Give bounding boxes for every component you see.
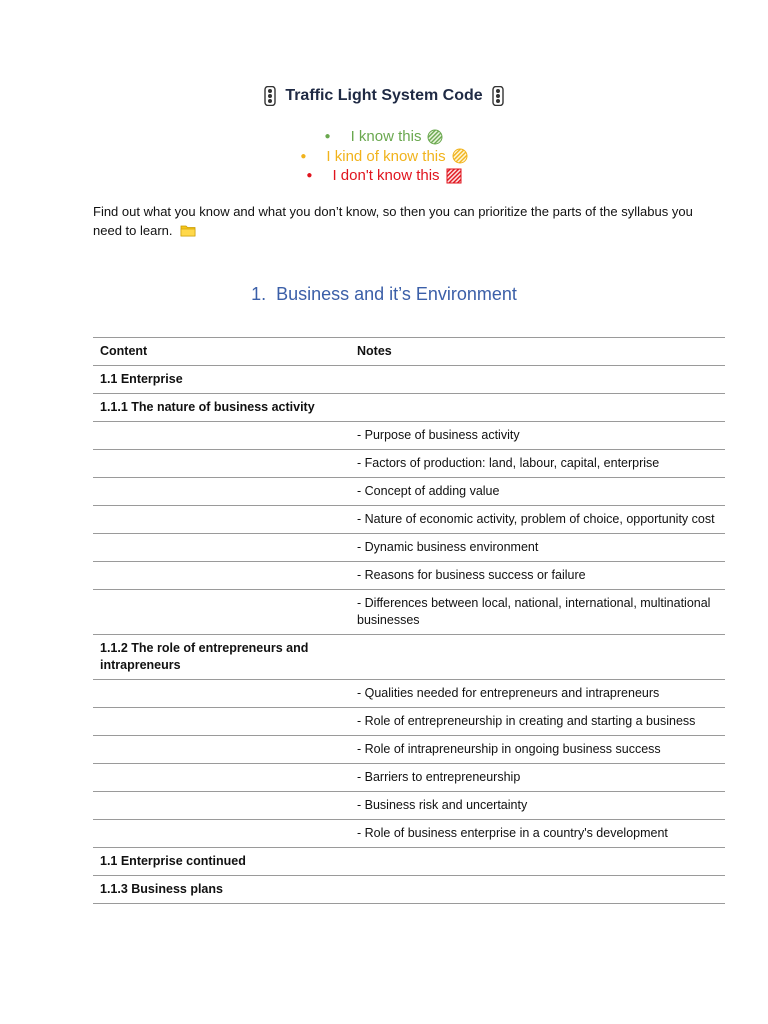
row-content: 1.1 Enterprise bbox=[93, 366, 350, 394]
table-row bbox=[93, 534, 725, 562]
syllabus-table bbox=[93, 337, 725, 904]
row-content bbox=[93, 534, 350, 562]
table-row bbox=[93, 680, 725, 708]
row-notes bbox=[350, 848, 725, 876]
table-row bbox=[93, 876, 725, 904]
row-notes: - Reasons for business success or failure bbox=[350, 562, 725, 590]
row-content bbox=[93, 820, 350, 848]
table-header-row bbox=[93, 338, 725, 366]
table-row bbox=[93, 848, 725, 876]
table-row bbox=[93, 635, 725, 680]
table-row bbox=[93, 478, 725, 506]
row-notes: - Factors of production: land, labour, capital, enterprise bbox=[350, 450, 725, 478]
table-row bbox=[93, 820, 725, 848]
legend-item-red bbox=[306, 166, 461, 186]
traffic-light-icon bbox=[491, 86, 505, 106]
row-content bbox=[93, 478, 350, 506]
row-notes: - Dynamic business environment bbox=[350, 534, 725, 562]
bullet-icon: ● bbox=[324, 131, 331, 143]
row-content: 1.1.1 The nature of business activity bbox=[93, 394, 350, 422]
row-content: 1.1.2 The role of entrepreneurs and intrapreneurs bbox=[93, 635, 350, 680]
table-row bbox=[93, 708, 725, 736]
title-text: Traffic Light System Code bbox=[285, 87, 483, 104]
header-content: Content bbox=[93, 338, 350, 366]
section-number: 1. bbox=[251, 284, 267, 304]
table-row bbox=[93, 506, 725, 534]
table-row bbox=[93, 366, 725, 394]
table-row bbox=[93, 562, 725, 590]
legend-label: I know this bbox=[350, 128, 422, 146]
legend-item-yellow bbox=[300, 147, 467, 167]
row-content bbox=[93, 764, 350, 792]
row-notes bbox=[350, 394, 725, 422]
section-heading bbox=[0, 284, 768, 305]
green-striped-circle-icon bbox=[427, 129, 443, 145]
row-notes: - Qualities needed for entrepreneurs and intrapreneurs bbox=[350, 680, 725, 708]
row-content bbox=[93, 680, 350, 708]
red-striped-square-icon bbox=[446, 168, 462, 184]
traffic-light-icon bbox=[263, 86, 277, 106]
section-title: Business and it’s Environment bbox=[276, 284, 517, 304]
row-content bbox=[93, 562, 350, 590]
row-content bbox=[93, 708, 350, 736]
row-notes: - Nature of economic activity, problem of choice, opportunity cost bbox=[350, 506, 725, 534]
table-row bbox=[93, 764, 725, 792]
row-notes bbox=[350, 635, 725, 680]
folder-icon bbox=[180, 224, 196, 237]
row-content: 1.1.3 Business plans bbox=[93, 876, 350, 904]
row-notes: - Role of business enterprise in a country's development bbox=[350, 820, 725, 848]
header-notes: Notes bbox=[350, 338, 725, 366]
row-notes bbox=[350, 876, 725, 904]
table-row bbox=[93, 792, 725, 820]
row-notes: - Role of entrepreneurship in creating and starting a business bbox=[350, 708, 725, 736]
legend-label: I kind of know this bbox=[326, 147, 446, 165]
row-notes: - Concept of adding value bbox=[350, 478, 725, 506]
row-notes bbox=[350, 366, 725, 394]
row-notes: - Business risk and uncertainty bbox=[350, 792, 725, 820]
table-row bbox=[93, 394, 725, 422]
table-row bbox=[93, 422, 725, 450]
yellow-striped-circle-icon bbox=[452, 148, 468, 164]
intro-paragraph bbox=[93, 202, 693, 240]
row-notes: - Purpose of business activity bbox=[350, 422, 725, 450]
row-content bbox=[93, 590, 350, 635]
row-content: 1.1 Enterprise continued bbox=[93, 848, 350, 876]
traffic-light-legend bbox=[0, 127, 768, 186]
row-content bbox=[93, 506, 350, 534]
intro-text: Find out what you know and what you don’t know, so then you can prioritize the parts of the syllabus you need to learn. bbox=[93, 204, 693, 238]
row-content bbox=[93, 792, 350, 820]
bullet-icon: ● bbox=[306, 170, 313, 182]
document-title bbox=[0, 86, 768, 106]
row-notes: - Role of intrapreneurship in ongoing business success bbox=[350, 736, 725, 764]
row-notes: - Barriers to entrepreneurship bbox=[350, 764, 725, 792]
row-content bbox=[93, 736, 350, 764]
table-row bbox=[93, 736, 725, 764]
row-content bbox=[93, 450, 350, 478]
legend-label: I don't know this bbox=[332, 167, 440, 185]
legend-item-green bbox=[325, 127, 444, 147]
table-row bbox=[93, 590, 725, 635]
bullet-icon: ● bbox=[300, 150, 307, 162]
row-content bbox=[93, 422, 350, 450]
table-row bbox=[93, 450, 725, 478]
row-notes: - Differences between local, national, international, multinational businesses bbox=[350, 590, 725, 635]
